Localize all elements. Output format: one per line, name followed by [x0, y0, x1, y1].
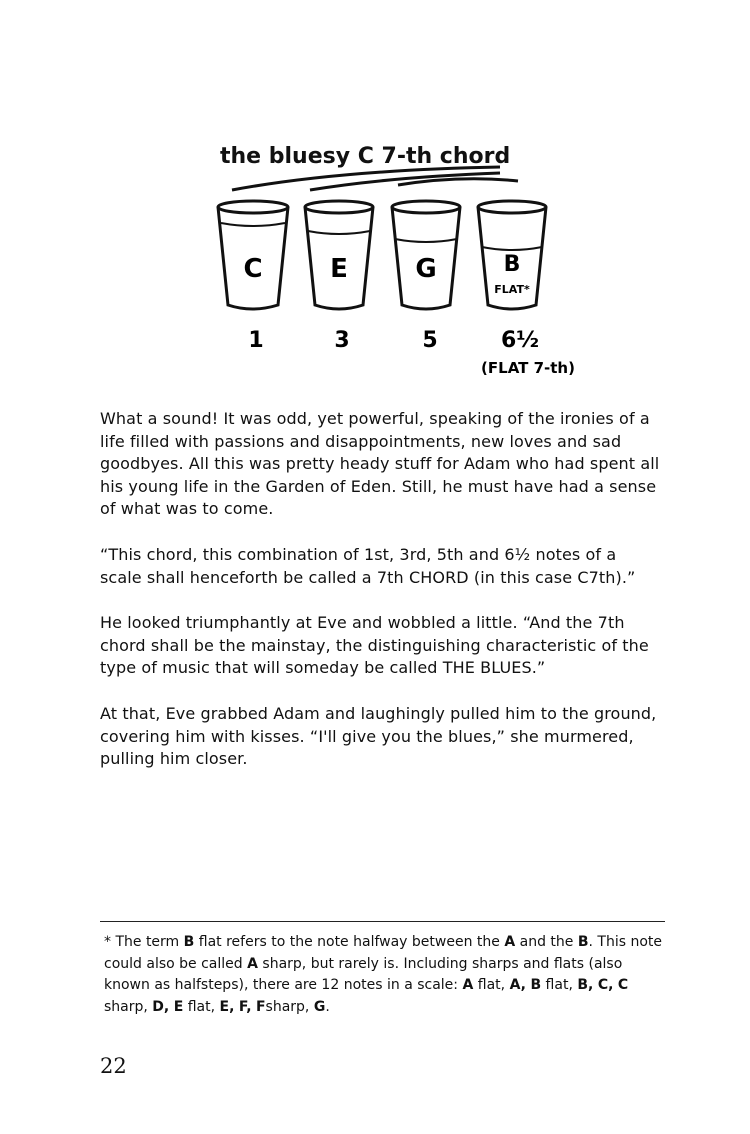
page-number: 22	[100, 1054, 127, 1078]
paragraph-2: “This chord, this combination of 1st, 3rd, 5th and 6½ notes of a scale shall henceforth be called a 7th CHORD (in this case C7th).”	[100, 544, 636, 587]
footnote-bold: A	[462, 977, 474, 993]
footnote-text: and the	[515, 934, 578, 950]
footnote-bold: F	[255, 998, 266, 1015]
paragraph-1: What a sound! It was odd, yet powerful, speaking of the ironies of a life filled with passions and disappointments, new loves and sad goodbyes. All this was pretty heady stuff for Adam who had spent all his young life in the Garden of Eden. Still, he must have had a sense of what was to come.	[100, 409, 660, 519]
footnote-bold: A	[247, 955, 258, 972]
footnote-bold: D,	[152, 998, 170, 1015]
footnote-bold: A,	[509, 977, 526, 993]
footnote-bold: E	[173, 998, 184, 1015]
footnote-bold: F,	[238, 998, 252, 1015]
body-text	[100, 408, 660, 794]
footnote-text: . This note could also be called	[104, 934, 663, 972]
glasses-drawing	[170, 125, 610, 390]
glass-b-flat	[478, 201, 546, 309]
footnote-divider	[100, 921, 665, 922]
footnote-text: * The term	[104, 934, 184, 950]
footnote-text: flat,	[541, 977, 578, 993]
glass-note-b: B	[503, 252, 521, 277]
number-5: 5	[422, 328, 438, 353]
flat-7th-caption: (FLAT 7-th)	[481, 359, 575, 377]
footnote-bold: C,	[597, 977, 614, 993]
paragraph-4: At that, Eve grabbed Adam and laughingly pulled him to the ground, covering him with kisses. “I'll give you the blues,” she murmered, pulling him closer.	[100, 703, 657, 769]
paragraph-3: He looked triumphantly at Eve and wobbled a little. “And the 7th chord shall be the mainstay, the distinguishing characteristic of the type of music that will someday be called THE BLUES.”	[100, 613, 649, 678]
footnote-text: .	[325, 998, 330, 1015]
footnote-bold: B,	[577, 977, 594, 993]
glass-c	[218, 201, 288, 309]
footnote-bold: B	[577, 934, 589, 950]
footnote-text: sharp,	[104, 998, 153, 1015]
illustration-title: the bluesy C 7-th chord	[220, 144, 511, 169]
footnote-bold: G	[313, 998, 326, 1015]
glass-g	[392, 201, 460, 309]
footnote-bold: B	[530, 977, 542, 993]
footnote-text: flat refers to the note halfway between the	[194, 934, 505, 950]
glass-note-g: G	[415, 254, 437, 284]
footnote-bold: B	[183, 934, 195, 950]
footnote	[104, 932, 664, 1018]
glass-note-c: C	[243, 254, 263, 284]
footnote-bold: C	[617, 977, 629, 993]
footnote-text: sharp,	[265, 998, 314, 1015]
glass-note-e: E	[330, 254, 348, 284]
chord-illustration	[170, 125, 610, 390]
footnote-text: flat,	[183, 998, 220, 1015]
glass-e	[305, 201, 373, 309]
footnote-bold: E,	[219, 998, 235, 1015]
number-3: 3	[334, 328, 350, 353]
number-1: 1	[248, 328, 264, 353]
number-6-half: 6½	[500, 328, 540, 353]
footnote-text: sharp, but rarely is. Including sharps and flats (also known as halfsteps), there are 12 notes in a scale:	[104, 955, 623, 993]
footnote-text: flat,	[473, 977, 510, 993]
footnote-bold: A	[504, 934, 516, 950]
glass-note-b-flat: FLAT*	[494, 283, 530, 296]
